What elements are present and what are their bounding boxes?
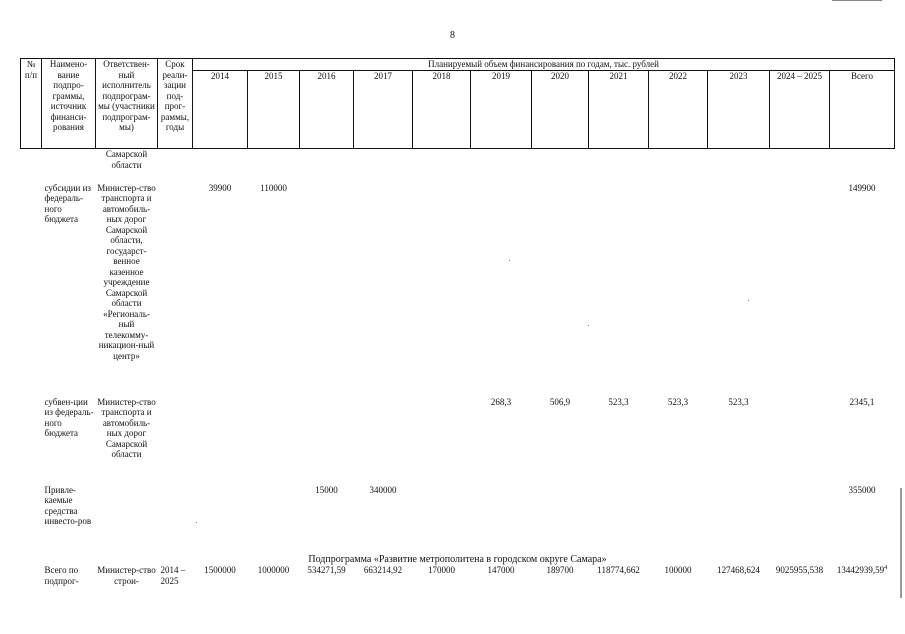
header-year: 2019: [471, 71, 532, 149]
table-row: [21, 397, 895, 485]
row-term: [158, 397, 193, 485]
header-year: 2020: [532, 71, 589, 149]
header-year: 2023: [708, 71, 770, 149]
row-value: [770, 149, 830, 183]
subprogram-row: [21, 555, 895, 566]
row-value: 147000: [487, 565, 515, 575]
row-term: [158, 485, 193, 555]
scan-edge-mark: [900, 488, 904, 598]
row-value: [532, 183, 589, 397]
row-executor: Самарской области: [105, 149, 148, 170]
row-value: 1500000: [204, 565, 236, 575]
row-value: [413, 183, 471, 397]
row-value: [248, 485, 300, 555]
row-term: [158, 149, 193, 183]
row-value: [413, 149, 471, 183]
row-value: [354, 397, 413, 485]
header-group-title: Планируемый объем финансирования по годам, тыс. рублей: [193, 59, 895, 71]
row-total: [830, 565, 895, 589]
row-value: [413, 485, 471, 555]
header-year: 2021: [589, 71, 649, 149]
header-year: 2018: [413, 71, 471, 149]
row-value: [532, 485, 589, 555]
header-total: Всего: [830, 71, 895, 149]
row-value: 1000000: [257, 565, 290, 575]
row-value: [589, 183, 649, 397]
row-name: Всего по подпрог-: [44, 565, 79, 586]
row-term: [158, 183, 193, 397]
row-executor: Министер-ство транспорта и автомобиль-ных дорог Самарской области, государст-венное казенное учреждение Самарской области «Региональ-ный телекомму-никацион-ный центр»: [97, 182, 156, 361]
header-num: № п/п: [21, 59, 42, 149]
row-total: 355000: [848, 484, 876, 495]
row-total: 2345,1: [849, 396, 875, 407]
header-term: Срок реали-зации под-прог-раммы, годы: [158, 59, 193, 149]
corner-line: [832, 0, 882, 3]
header-executor: Ответствен-ный исполнитель подпрограм-мы (участники подпрограм-мы): [96, 59, 158, 149]
row-value: [649, 149, 708, 183]
row-value: 663214,92: [363, 565, 403, 575]
row-name: субсидии из федераль-ного бюджета: [44, 182, 91, 224]
header-year: 2015: [248, 71, 300, 149]
row-value: 15000: [315, 484, 338, 495]
row-value: 110000: [260, 182, 287, 193]
row-value: [708, 183, 770, 397]
row-value: 340000: [369, 484, 397, 495]
table-row: [21, 565, 895, 589]
row-value: 127468,624: [717, 565, 760, 575]
row-value: 523,3: [667, 396, 689, 407]
row-name: Привле-каемые средства инвесто-ров: [44, 484, 92, 526]
table-row: [21, 149, 895, 183]
subprogram-title: Подпрограмма «Развитие метрополитена в городском округе Самара»: [308, 553, 607, 565]
row-value: [300, 149, 354, 183]
row-value: [589, 485, 649, 555]
row-value: 189700: [546, 565, 574, 575]
row-executor: [96, 485, 158, 555]
page-number: 8: [450, 30, 455, 41]
row-value: 118774,662: [597, 565, 640, 575]
row-term: 2014 – 2025: [160, 565, 186, 586]
row-value: [300, 397, 354, 485]
row-value: 100000: [664, 565, 692, 575]
scan-speck: [509, 260, 510, 261]
row-total: 149900: [848, 182, 876, 193]
row-value: [649, 485, 708, 555]
row-total: [830, 149, 895, 183]
table-row: [21, 485, 895, 555]
row-executor: Министер-ство строи-: [97, 565, 156, 586]
scan-speck: [588, 325, 589, 326]
row-value: [532, 149, 589, 183]
row-name: субвен-ции из федераль-ного бюджета: [44, 396, 94, 438]
header-year: 2016: [300, 71, 354, 149]
row-value: [649, 183, 708, 397]
row-value: 39900: [208, 182, 232, 193]
scan-speck: [748, 300, 749, 301]
row-value: 268,3: [490, 396, 512, 407]
row-value: [354, 183, 413, 397]
row-value: [413, 397, 471, 485]
row-value: [589, 149, 649, 183]
row-name: [42, 149, 96, 183]
row-value: [770, 183, 830, 397]
header-year: 2022: [649, 71, 708, 149]
row-value: [248, 397, 300, 485]
header-year: 2017: [354, 71, 413, 149]
row-executor: Министер-ство транспорта и автомобиль-ных дорог Самарской области: [97, 396, 156, 459]
row-value: [471, 183, 532, 397]
table-row: [21, 183, 895, 397]
row-value: [193, 397, 248, 485]
footnote-mark: 4: [884, 565, 888, 571]
financing-table: [20, 58, 895, 589]
row-value: 506,9: [549, 396, 571, 407]
row-value: [354, 149, 413, 183]
row-value: [248, 149, 300, 183]
row-value: [770, 485, 830, 555]
row-value: 534271,59: [307, 565, 346, 575]
row-value: 9025955,538: [775, 565, 824, 575]
row-value: 170000: [428, 565, 455, 575]
row-value: 523,3: [608, 396, 629, 407]
header-year: 2024 – 2025: [770, 71, 830, 149]
row-value: [770, 397, 830, 485]
header-year: 2014: [193, 71, 248, 149]
scan-speck: [196, 522, 197, 523]
row-value: 523,3: [728, 396, 749, 407]
row-value: [471, 485, 532, 555]
row-value: [193, 149, 248, 183]
row-value: [300, 183, 354, 397]
row-value: [708, 485, 770, 555]
row-total-value: 13442939,59: [836, 565, 885, 575]
header-name: Наимено-вание подпро-граммы, источник финанси-рования: [42, 59, 96, 149]
row-value: [708, 149, 770, 183]
row-value: [471, 149, 532, 183]
row-value: [193, 485, 248, 555]
